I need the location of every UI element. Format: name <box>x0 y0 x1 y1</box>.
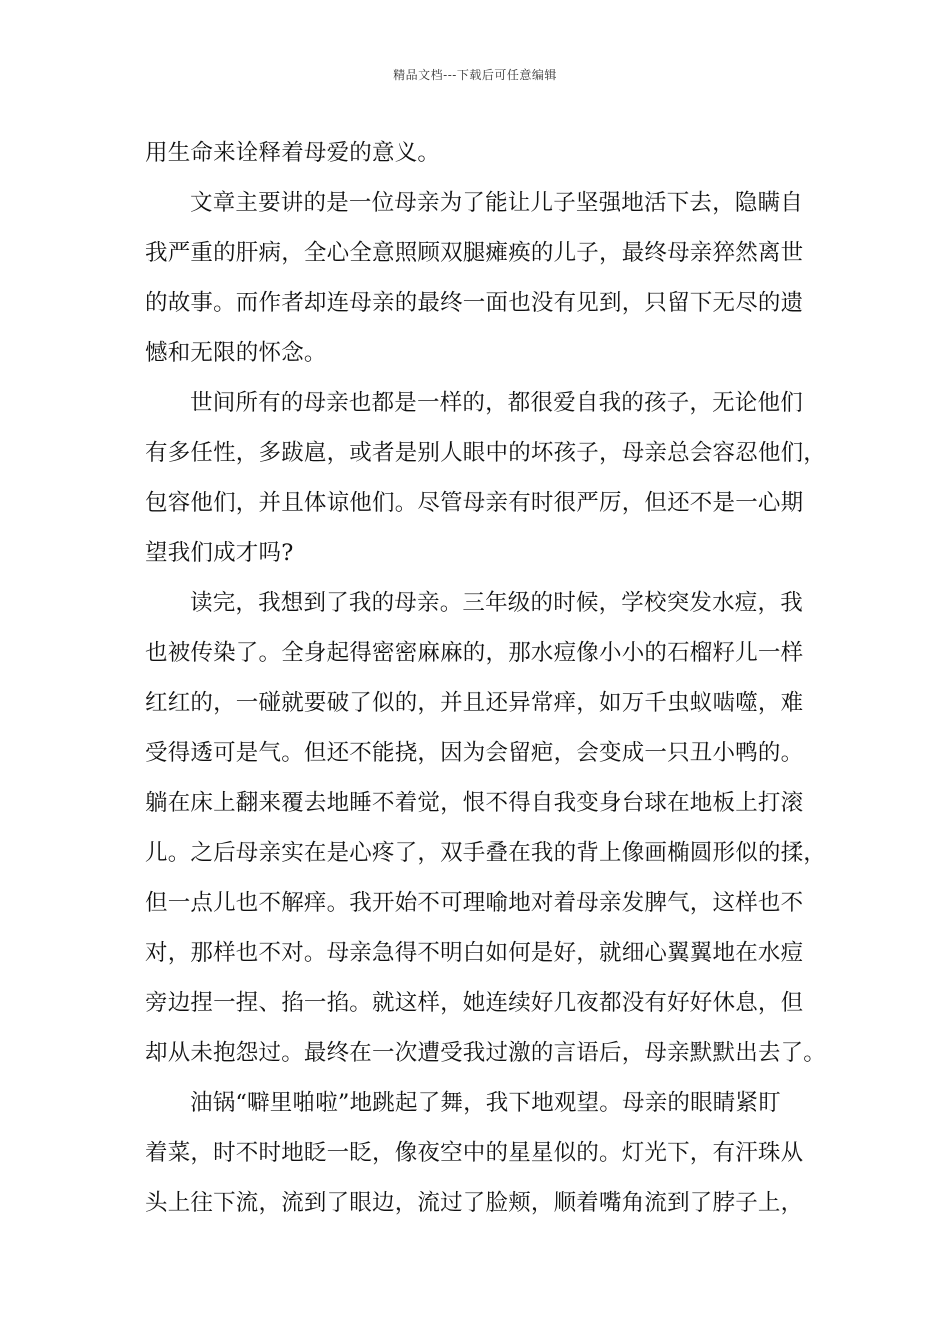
text-line: 红红的，一碰就要破了似的，并且还异常痒，如万千虫蚁啮噬，难 <box>145 690 804 716</box>
text-line: 油锅“噼里啪啦”地跳起了舞，我下地观望。母亲的眼睛紧盯 <box>190 1090 781 1116</box>
text-line: 望我们成才吗? <box>145 540 294 566</box>
text-line: 文章主要讲的是一位母亲为了能让儿子坚强地活下去，隐瞒自 <box>190 190 803 216</box>
text-line: 包容他们，并且体谅他们。尽管母亲有时很严厉，但还不是一心期 <box>145 490 804 516</box>
text-line: 用生命来诠释着母爱的意义。 <box>145 140 441 166</box>
text-line: 旁边捏一捏、掐一掐。就这样，她连续好几夜都没有好好休息，但 <box>145 990 804 1016</box>
text-line: 读完，我想到了我的母亲。三年级的时候，学校突发水痘，我 <box>190 590 803 616</box>
text-line: 我严重的肝病，全心全意照顾双腿瘫痪的儿子，最终母亲猝然离世 <box>145 240 804 266</box>
text-line: 也被传染了。全身起得密密麻麻的，那水痘像小小的石榴籽儿一样 <box>145 640 804 666</box>
text-line: 对，那样也不对。母亲急得不明白如何是好，就细心翼翼地在水痘 <box>145 940 804 966</box>
text-line: 有多任性，多跋扈，或者是别人眼中的坏孩子，母亲总会容忍他们， <box>145 440 827 466</box>
text-line: 受得透可是气。但还不能挠，因为会留疤，会变成一只丑小鸭的。 <box>145 740 804 766</box>
text-line: 着菜，时不时地眨一眨，像夜空中的星星似的。灯光下，有汗珠从 <box>145 1140 804 1166</box>
text-line: 却从未抱怨过。最终在一次遭受我过激的言语后，母亲默默出去了。 <box>145 1040 827 1066</box>
text-line: 憾和无限的怀念。 <box>145 340 327 366</box>
text-line: 但一点儿也不解痒。我开始不可理喻地对着母亲发脾气，这样也不 <box>145 890 804 916</box>
page-header: 精品文档---下载后可任意编辑 <box>393 68 557 82</box>
text-line: 儿。之后母亲实在是心疼了，双手叠在我的背上像画椭圆形似的揉， <box>145 840 827 866</box>
document-body <box>145 128 827 1228</box>
text-line: 的故事。而作者却连母亲的最终一面也没有见到，只留下无尽的遗 <box>145 290 804 316</box>
text-line: 头上往下流，流到了眼边，流过了脸颊，顺着嘴角流到了脖子上， <box>145 1190 804 1216</box>
text-line: 世间所有的母亲也都是一样的，都很爱自我的孩子，无论他们 <box>190 390 803 416</box>
text-line: 躺在床上翻来覆去地睡不着觉，恨不得自我变身台球在地板上打滚 <box>145 790 804 816</box>
